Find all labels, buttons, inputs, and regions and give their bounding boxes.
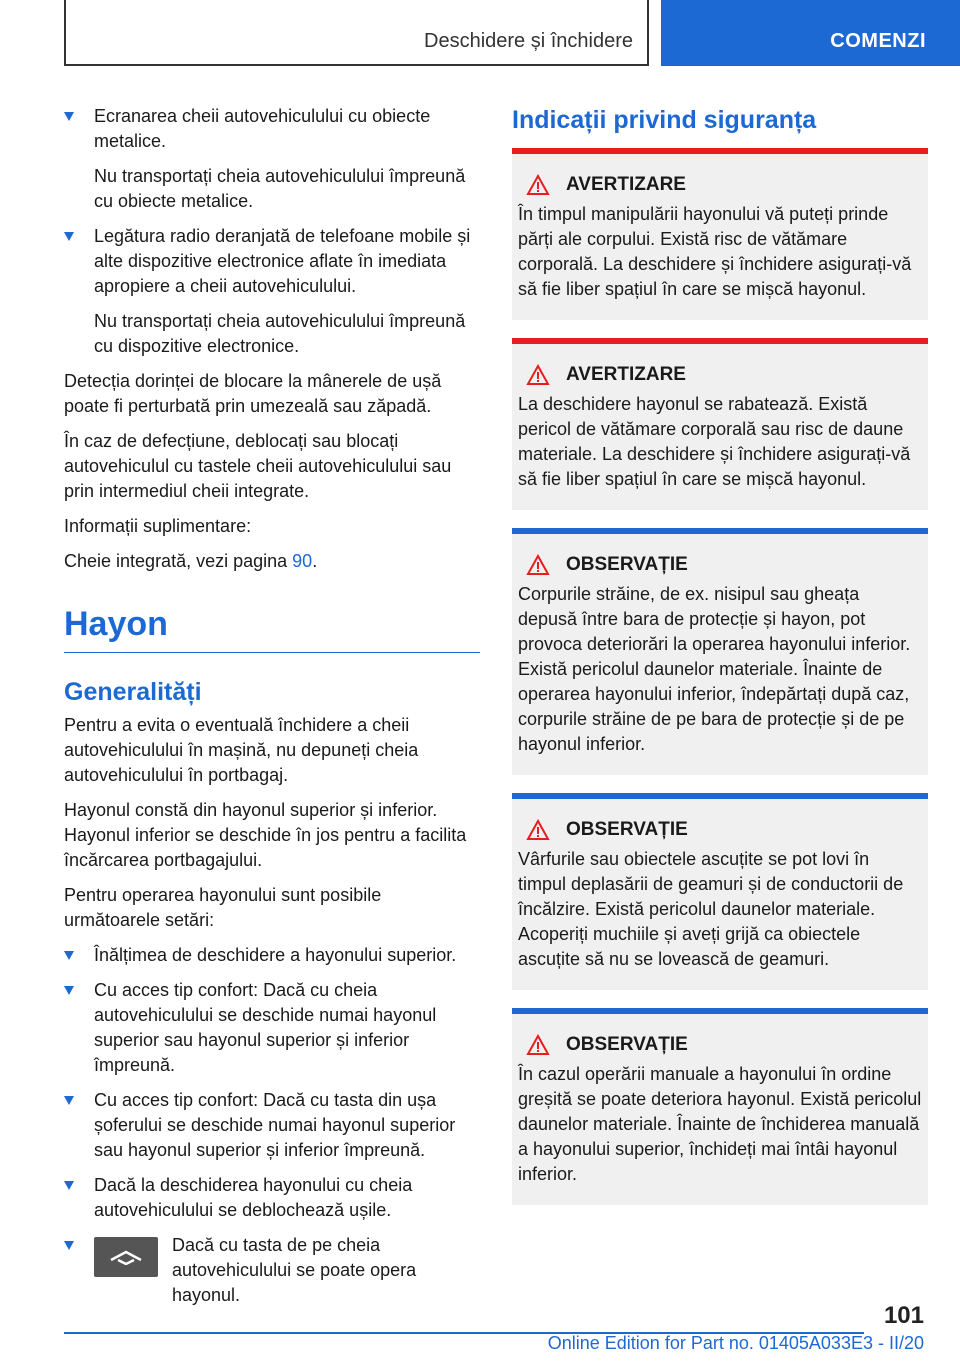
list-item [64,224,480,359]
warning-triangle-icon [526,364,550,386]
list-item [64,1233,480,1308]
page-header [0,0,960,66]
triangle-bullet-icon [64,1181,74,1190]
notice-title: OBSERVAȚIE [566,554,688,575]
notice-header [518,174,922,196]
link-suffix: . [312,551,318,571]
paragraph: Pentru a evita o eventuală închidere a cheii autovehiculului în mașină, nu depuneți cheia autovehiculului în portbagaj. [64,715,419,785]
warning-triangle-icon [526,554,550,576]
link-prefix: Cheie integrată, vezi pagina [64,551,293,571]
notice-title: OBSERVAȚIE [566,1034,688,1055]
section-tab [64,0,649,66]
list-item [64,1173,480,1223]
bullet-text: Înălțimea de deschidere a hayonului superior. [94,945,457,965]
bullet-text: Cu acces tip confort: Dacă cu cheia autovehiculului se deschide numai hayonul superior sau hayonul superior și inferior împreună. [94,980,437,1075]
paragraph: Pentru operarea hayonului sunt posibile următoarele setări: [64,885,382,930]
warning-box [512,338,928,510]
note-box [512,1008,928,1205]
note-box [512,793,928,990]
triangle-bullet-icon [64,1241,74,1250]
page-link[interactable]: 90 [292,551,313,571]
chapter-title: COMENZI [830,30,926,52]
notice-header [518,819,922,841]
bullet-text: Legătura radio deranjată de telefoane mobile și alte dispozitive electronice aflate în imediata apropiere a cheii autovehiculului. [94,226,471,296]
notice-title: OBSERVAȚIE [566,819,688,840]
notice-header [518,554,922,576]
paragraph: Informații suplimentare: [64,516,252,536]
bullet-subtext: Nu transportați cheia autovehiculului împreună cu obiecte metalice. [94,166,466,211]
left-column [64,104,480,1308]
notice-text: Corpurile străine, de ex. nisipul sau gheața depusă între bara de protecție și hayon, pot provoca deteriorări la operarea hayonului inferior. Există pericolul daunelor materiale. Înainte de operarea hayonului inferior, îndepărtați după caz, corpurile străine de pe bara de protecție și de pe hayonul inferior. [518,584,911,754]
triangle-bullet-icon [64,112,74,121]
bullet-text: Dacă la deschiderea hayonului cu cheia autovehiculului se deblochează ușile. [94,1175,413,1220]
bullet-text: Ecranarea cheii autovehiculului cu obiecte metalice. [94,106,431,151]
notice-text: Vârfurile sau obiectele ascuțite se pot lovi în timpul deplasării de geamuri și de conductorii de încălzire. Există pericolul daunelor materiale. Acoperiți muchiile și aveți grijă ca obiectele ascuțite să nu se lovească de geamuri. [518,849,904,969]
triangle-bullet-icon [64,986,74,995]
paragraph: În caz de defecțiune, deblocați sau blocați autovehiculul cu tastele cheii autovehiculului sau prin intermediul cheii integrate. [64,431,452,501]
notice-title: AVERTIZARE [566,174,686,195]
triangle-bullet-icon [64,951,74,960]
safety-heading: Indicații privind siguranța [512,106,817,134]
triangle-bullet-icon [64,1096,74,1105]
tailgate-key-button-icon [94,1237,158,1277]
warning-triangle-icon [526,1034,550,1056]
page-number: 101 [883,1302,924,1329]
list-item [64,943,480,968]
paragraph-with-link [64,549,480,574]
warning-triangle-icon [526,819,550,841]
notice-text: La deschidere hayonul se rabatează. Există pericol de vătămare corporală sau risc de daune materiale. La deschidere și închidere asigurați-vă să fie liber spațiul în care se mișcă hayonul. [518,394,911,489]
bullet-subtext: Nu transportați cheia autovehiculului împreună cu dispozitive electronice. [94,311,466,356]
note-box [512,528,928,775]
subsection-heading: Generalități [64,678,202,706]
paragraph: Detecția dorinței de blocare la mânerele de ușă poate fi perturbată prin umezeală sau zăpadă. [64,371,442,416]
notice-text: În timpul manipulării hayonului vă puteți prinde părți ale corpului. Există risc de vătămare corporală. La deschidere și închidere asigurați-vă să fie liber spațiul în care se mișcă hayonul. [518,204,912,299]
right-column [512,104,928,1223]
list-item [64,1088,480,1163]
section-heading: Hayon [64,604,480,653]
triangle-bullet-icon [64,232,74,241]
notice-header [518,1034,922,1056]
bullet-text: Dacă cu tasta de pe cheia autovehiculului se poate opera hayonul. [172,1235,417,1305]
paragraph: Hayonul constă din hayonul superior și inferior. Hayonul inferior se deschide în jos pentru a facilita încărcarea portbagajului. [64,800,467,870]
footer-edition: Online Edition for Part no. 01405A033E3 - II/20 [547,1333,924,1353]
warning-box [512,148,928,320]
bullet-text: Cu acces tip confort: Dacă cu tasta din ușa șoferului se deschide numai hayonul superior sau hayonul superior și inferior împreună. [94,1090,456,1160]
chapter-tab [661,0,960,66]
warning-triangle-icon [526,174,550,196]
section-title: Deschidere și închidere [424,30,633,52]
notice-title: AVERTIZARE [566,364,686,385]
notice-text: În cazul operării manuale a hayonului în ordine greșită se poate deteriora hayonul. Există pericolul daunelor materiale. Înainte de închiderea manuală a hayonului superior, închideți mai întâi hayonul inferior. [518,1064,922,1184]
list-item [64,978,480,1078]
list-item [64,104,480,214]
notice-header [518,364,922,386]
